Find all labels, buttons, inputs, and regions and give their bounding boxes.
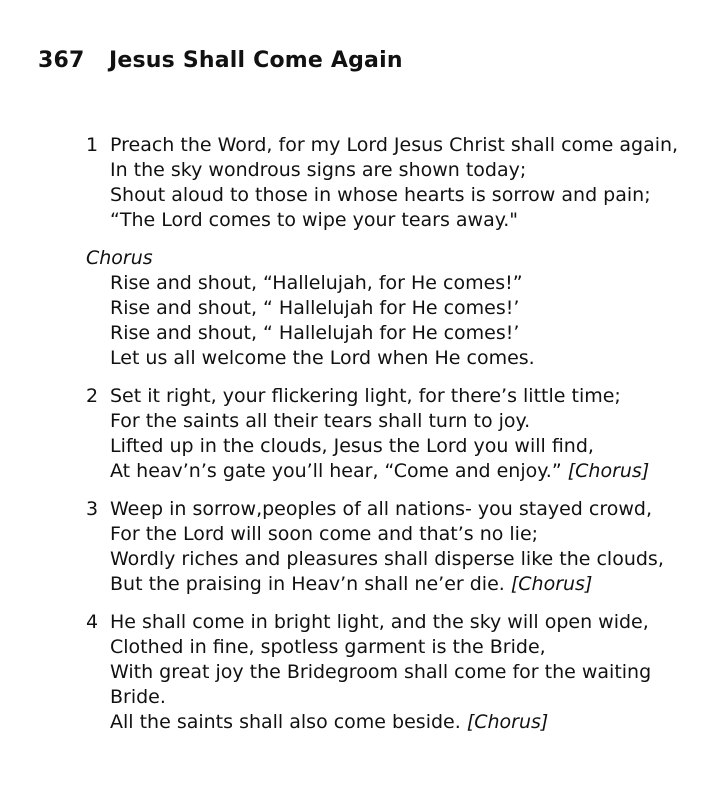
stanza-lines <box>110 384 710 484</box>
chorus-line: Rise and shout, “ Hallelujah for He comes!’ <box>110 297 520 319</box>
chorus-label: Chorus <box>86 247 153 269</box>
stanza-line <box>110 459 710 484</box>
stanza-line: Bride. <box>110 686 166 708</box>
stanza-line: Lifted up in the clouds, Jesus the Lord you will find, <box>110 435 594 457</box>
chorus-ref: [Chorus] <box>466 711 549 733</box>
stanza-line <box>110 710 710 735</box>
chorus-line: Rise and shout, “Hallelujah, for He comes!” <box>110 272 523 294</box>
chorus-line: Let us all welcome the Lord when He comes. <box>110 347 535 369</box>
stanza-2 <box>86 384 710 484</box>
stanza-line: Clothed in fine, spotless garment is the Bride, <box>110 636 546 658</box>
stanza-line: With great joy the Bridegroom shall come for the waiting <box>110 661 652 683</box>
stanza-lines <box>110 133 710 233</box>
chorus-ref: [Chorus] <box>567 460 650 482</box>
hymn-header <box>38 48 403 73</box>
hymn-title: Jesus Shall Come Again <box>109 48 403 73</box>
hymn-number: 367 <box>38 48 85 73</box>
stanza-line: Weep in sorrow,peoples of all nations- you stayed crowd, <box>110 498 653 520</box>
stanza-number: 1 <box>86 134 99 156</box>
chorus-line: Rise and shout, “ Hallelujah for He comes!’ <box>110 322 520 344</box>
chorus-ref: [Chorus] <box>510 573 593 595</box>
stanza-number: 4 <box>86 611 99 633</box>
stanza-4 <box>86 610 710 735</box>
stanza-lines <box>110 610 710 735</box>
stanza-line: For the Lord will soon come and that’s no lie; <box>110 523 539 545</box>
stanza-line-text: But the praising in Heav’n shall ne’er die. <box>110 573 505 595</box>
stanza-line: “The Lord comes to wipe your tears away." <box>110 209 519 231</box>
stanza-line: Set it right, your flickering light, for there’s little time; <box>110 385 621 407</box>
stanza-line: Preach the Word, for my Lord Jesus Christ shall come again, <box>110 134 679 156</box>
stanza-line-text: At heav’n’s gate you’ll hear, “Come and enjoy.” <box>110 460 562 482</box>
stanza-lines <box>110 497 710 597</box>
chorus-lines <box>110 271 710 371</box>
stanza-line: For the saints all their tears shall turn to joy. <box>110 410 531 432</box>
stanza-number: 3 <box>86 498 99 520</box>
stanza-3 <box>86 497 710 597</box>
stanza-line-text: All the saints shall also come beside. <box>110 711 461 733</box>
stanza-1 <box>86 133 710 233</box>
stanza-line: Shout aloud to those in whose hearts is sorrow and pain; <box>110 184 651 206</box>
stanza-number: 2 <box>86 385 99 407</box>
chorus <box>86 246 710 371</box>
stanza-line: He shall come in bright light, and the sky will open wide, <box>110 611 649 633</box>
stanza-line: Wordly riches and pleasures shall disperse like the clouds, <box>110 548 664 570</box>
stanza-line <box>110 572 710 597</box>
stanza-line: In the sky wondrous signs are shown today; <box>110 159 527 181</box>
